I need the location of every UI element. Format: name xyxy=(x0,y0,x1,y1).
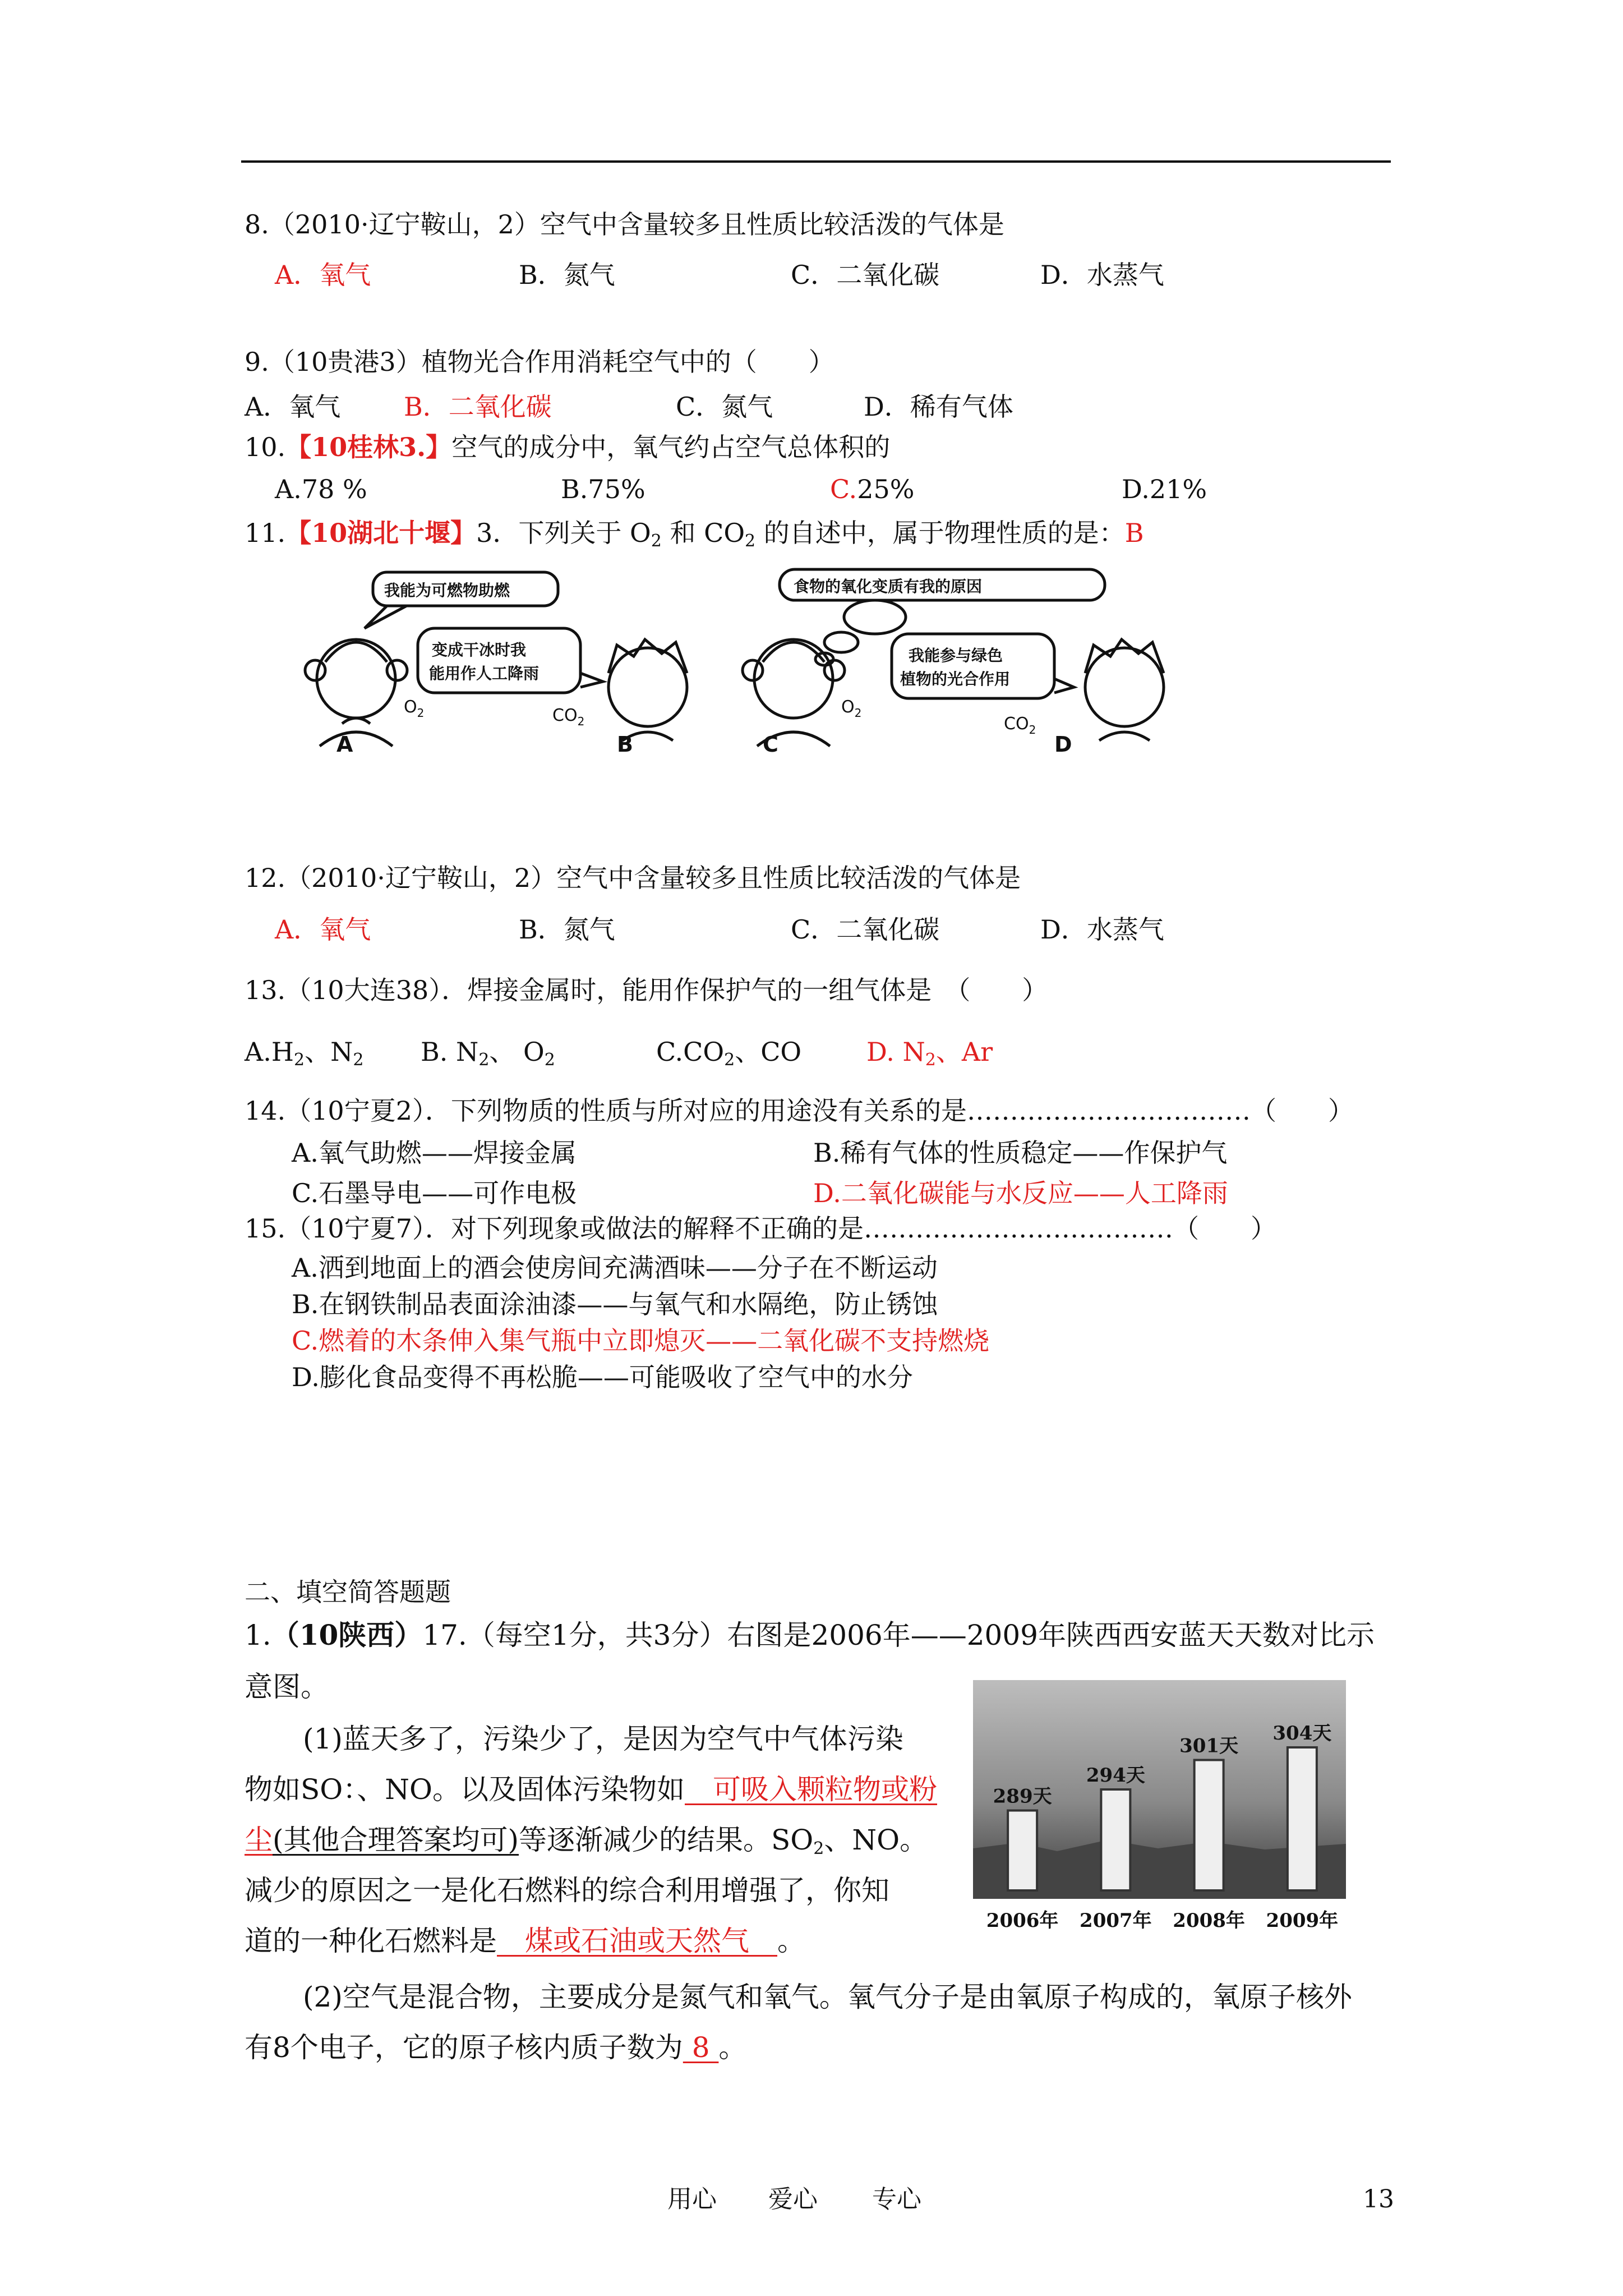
bubble-c-top-text: 食物的氧化变质有我的原因 xyxy=(794,577,983,596)
boy-d-shoulders xyxy=(1099,732,1150,740)
blue-sky-days-chart xyxy=(973,1680,1346,1932)
bubble-a-mid-text-1: 变成干冰时我 xyxy=(432,641,527,659)
answer-note: (其他合理答案均可) xyxy=(273,1824,519,1856)
q10-option-a: A.78 % xyxy=(275,474,367,504)
q9-option-c: C．氮气 xyxy=(676,392,773,422)
girl-c-bun-right xyxy=(824,660,845,680)
chem-co2-b: $CO_2$ xyxy=(552,706,585,728)
q11-illustration xyxy=(303,561,1178,757)
category-label: 2009年 xyxy=(1266,1910,1339,1932)
q10-tag: 【10桂林3.】 xyxy=(285,432,452,462)
q15-stem: 15.（10宁夏7）．对下列现象或做法的解释不正确的是………………………………（ ） xyxy=(245,1213,1276,1244)
girl-a-bun-left xyxy=(305,660,325,680)
footer-motto-3: 专心 xyxy=(872,2185,921,2214)
q9-option-a: A．氧气 xyxy=(245,392,341,422)
q13-option-a: $A.H_2$、$N_2$ xyxy=(245,1037,364,1070)
q10-option-d: D.21% xyxy=(1122,474,1207,504)
q15-option-d: D.膨化食品变得不再松脆——可能吸收了空气中的水分 xyxy=(292,1362,913,1392)
chem-co2-d: $CO_2$ xyxy=(1004,714,1036,737)
q15-option-a: A.洒到地面上的酒会使房间充满酒味——分子在不断运动 xyxy=(292,1253,938,1283)
q10-line xyxy=(245,430,890,464)
bar-value-label: 301天 xyxy=(1179,1734,1239,1757)
q13-option-d: D. $N_2$、Ar xyxy=(866,1037,993,1070)
boy-d-hair xyxy=(1085,639,1164,673)
bar-value-label: 304天 xyxy=(1272,1722,1332,1745)
bubble-a-mid-text-2: 能用作人工降雨 xyxy=(429,664,540,683)
q8-option-b: B．氮气 xyxy=(519,260,615,290)
q10-option-c xyxy=(830,472,914,506)
bar-2006年 xyxy=(1008,1811,1037,1891)
bubble-a-top-text: 我能为可燃物助燃 xyxy=(384,581,510,600)
q8-option-d: D．水蒸气 xyxy=(1040,260,1164,290)
q11-tag: 【10湖北十堰】 xyxy=(285,518,477,548)
q12-option-b: B．氮气 xyxy=(519,914,615,945)
boy-d-head xyxy=(1085,648,1164,726)
footer-motto-1: 用心 xyxy=(667,2185,717,2214)
q11-stem-c: 的自述中，属于物理性质的是： xyxy=(755,518,1125,548)
girl-a-neck xyxy=(342,718,370,724)
q11-answer: B xyxy=(1124,518,1144,548)
illus-label-d: D xyxy=(1054,732,1072,757)
q14-option-d: D.二氧化碳能与水反应——人工降雨 xyxy=(813,1178,1228,1208)
bar-value-label: 289天 xyxy=(993,1785,1052,1808)
thought-bubble-mid xyxy=(824,632,858,652)
boy-b-hair xyxy=(608,639,687,673)
header-rule xyxy=(241,160,1391,163)
s2-q1-tag: （10陕西） xyxy=(271,1618,423,1651)
q8-stem: 8.（2010·辽宁鞍山，2）空气中含量较多且性质比较活泼的气体是 xyxy=(245,209,1004,240)
q8-option-c: C．二氧化碳 xyxy=(791,260,940,290)
boy-b-head xyxy=(608,648,687,726)
page-number: 13 xyxy=(1363,2185,1394,2214)
q13-option-b: B. $N_2$、 $O_2$ xyxy=(421,1037,555,1070)
q10-num: 10. xyxy=(245,432,286,462)
footer-motto-2: 爱心 xyxy=(768,2185,818,2214)
girl-a-shoulders xyxy=(320,732,393,746)
chem-o2-c: $O_2$ xyxy=(841,697,862,720)
bar-2008年 xyxy=(1195,1760,1224,1891)
q8-option-a: A．氧气 xyxy=(275,260,371,290)
q10-option-b: B.75% xyxy=(561,474,645,504)
q11-line xyxy=(245,516,1144,550)
q10-option-c-value: 25% xyxy=(857,474,915,504)
thought-bubble-large xyxy=(844,600,906,634)
q13-stem: 13.（10大连38）．焊接金属时，能用作保护气的一组气体是 （ ） xyxy=(245,975,1048,1005)
s2-q1-line2: 意图。 xyxy=(245,1671,329,1703)
girl-c-bun-left xyxy=(743,660,763,680)
q14-stem: 14.（10宁夏2）．下列物质的性质与所对应的用途没有关系的是……………………………（ ） xyxy=(245,1096,1354,1126)
s2-q1-line1: 1.（10陕西）17.（每空1分，共3分）右图是2006年——2009年陕西西安蓝天天数对比示 xyxy=(245,1618,1375,1651)
s2-p1-line2: 物如SO：、NO。以及固体污染物如 可吸入颗粒物或粉 xyxy=(245,1773,937,1806)
answer-proton-number: 8 xyxy=(683,2031,719,2064)
bar-2007年 xyxy=(1101,1789,1130,1890)
bubble-d-mid xyxy=(892,634,1054,698)
q10-option-c-letter: C. xyxy=(830,474,857,504)
q11-sub-a: 2 xyxy=(651,531,662,551)
answer-particulates-1: 可吸入颗粒物或粉 xyxy=(685,1773,937,1806)
girl-a-head xyxy=(317,639,395,718)
q12-option-d: D．水蒸气 xyxy=(1040,914,1164,945)
bar-value-label: 294天 xyxy=(1086,1764,1145,1787)
girl-a-bun-right xyxy=(387,660,407,680)
s2-p1-line1: (1)蓝天多了，污染少了，是因为空气中气体污染 xyxy=(303,1723,903,1755)
q12-stem: 12.（2010·辽宁鞍山，2）空气中含量较多且性质比较活泼的气体是 xyxy=(245,863,1021,893)
category-label: 2007年 xyxy=(1080,1910,1152,1932)
bubble-a-tail xyxy=(365,606,407,628)
answer-fossil-fuel: 煤或石油或天然气 xyxy=(497,1925,777,1957)
bubble-d-mid-text-2: 植物的光合作用 xyxy=(900,670,1011,688)
s2-p2-line2: 有8个电子，它的原子核内质子数为 8 。 xyxy=(245,2031,747,2064)
q12-option-c: C．二氧化碳 xyxy=(791,914,940,945)
bubble-d-tail xyxy=(1054,679,1074,693)
q9-option-b: B．二氧化碳 xyxy=(404,392,552,422)
q14-option-c: C.石墨导电——可作电极 xyxy=(292,1178,577,1208)
q13-option-c: $C.CO_2$、CO xyxy=(656,1037,802,1070)
q14-option-a: A.氧气助燃——焊接金属 xyxy=(292,1138,577,1168)
q11-stem-a: 3．下列关于 O xyxy=(476,518,651,548)
answer-particulates-2: 尘 xyxy=(245,1824,273,1856)
bubble-a-mid xyxy=(418,628,580,693)
section2-heading: 二、填空简答题题 xyxy=(245,1577,451,1607)
bar-2009年 xyxy=(1288,1747,1317,1890)
q12-option-a: A．氧气 xyxy=(275,914,371,945)
s2-p1-line3: 尘(其他合理答案均可)等逐渐减少的结果。$SO_2$、NO。 xyxy=(245,1824,928,1858)
q11-num: 11. xyxy=(245,518,286,548)
illus-label-b: B xyxy=(617,732,633,757)
illus-label-a: A xyxy=(336,732,353,757)
bubble-a-mid-tail xyxy=(580,673,603,687)
s2-p1-line4: 减少的原因之一是化石燃料的综合利用增强了，你知 xyxy=(245,1874,889,1907)
category-label: 2006年 xyxy=(986,1910,1059,1932)
q11-sub-b: 2 xyxy=(745,531,756,551)
bubble-d-mid-text-1: 我能参与绿色 xyxy=(909,646,1003,665)
q9-option-d: D．稀有气体 xyxy=(864,392,1013,422)
s2-p2-line1: (2)空气是混合物，主要成分是氮气和氧气。氧气分子是由氧原子构成的，氧原子核外 xyxy=(303,1981,1352,2013)
girl-c-head xyxy=(754,639,833,718)
chem-o2-a: $O_2$ xyxy=(404,697,425,720)
s2-p1-line5: 道的一种化石燃料是 煤或石油或天然气 。 xyxy=(245,1925,805,1957)
q9-stem: 9.（10贵港3）植物光合作用消耗空气中的（ ） xyxy=(245,347,834,377)
q15-option-c: C.燃着的木条伸入集气瓶中立即熄灭——二氧化碳不支持燃烧 xyxy=(292,1326,990,1356)
illus-label-c: C xyxy=(763,732,778,757)
q15-option-b: B.在钢铁制品表面涂油漆——与氧气和水隔绝，防止锈蚀 xyxy=(292,1289,938,1319)
category-label: 2008年 xyxy=(1173,1910,1245,1932)
q11-stem-b: 和 CO xyxy=(661,518,745,548)
q14-option-b: B.稀有气体的性质稳定——作保护气 xyxy=(813,1138,1228,1168)
q10-stem: 空气的成分中，氧气约占空气总体积的 xyxy=(451,432,891,462)
